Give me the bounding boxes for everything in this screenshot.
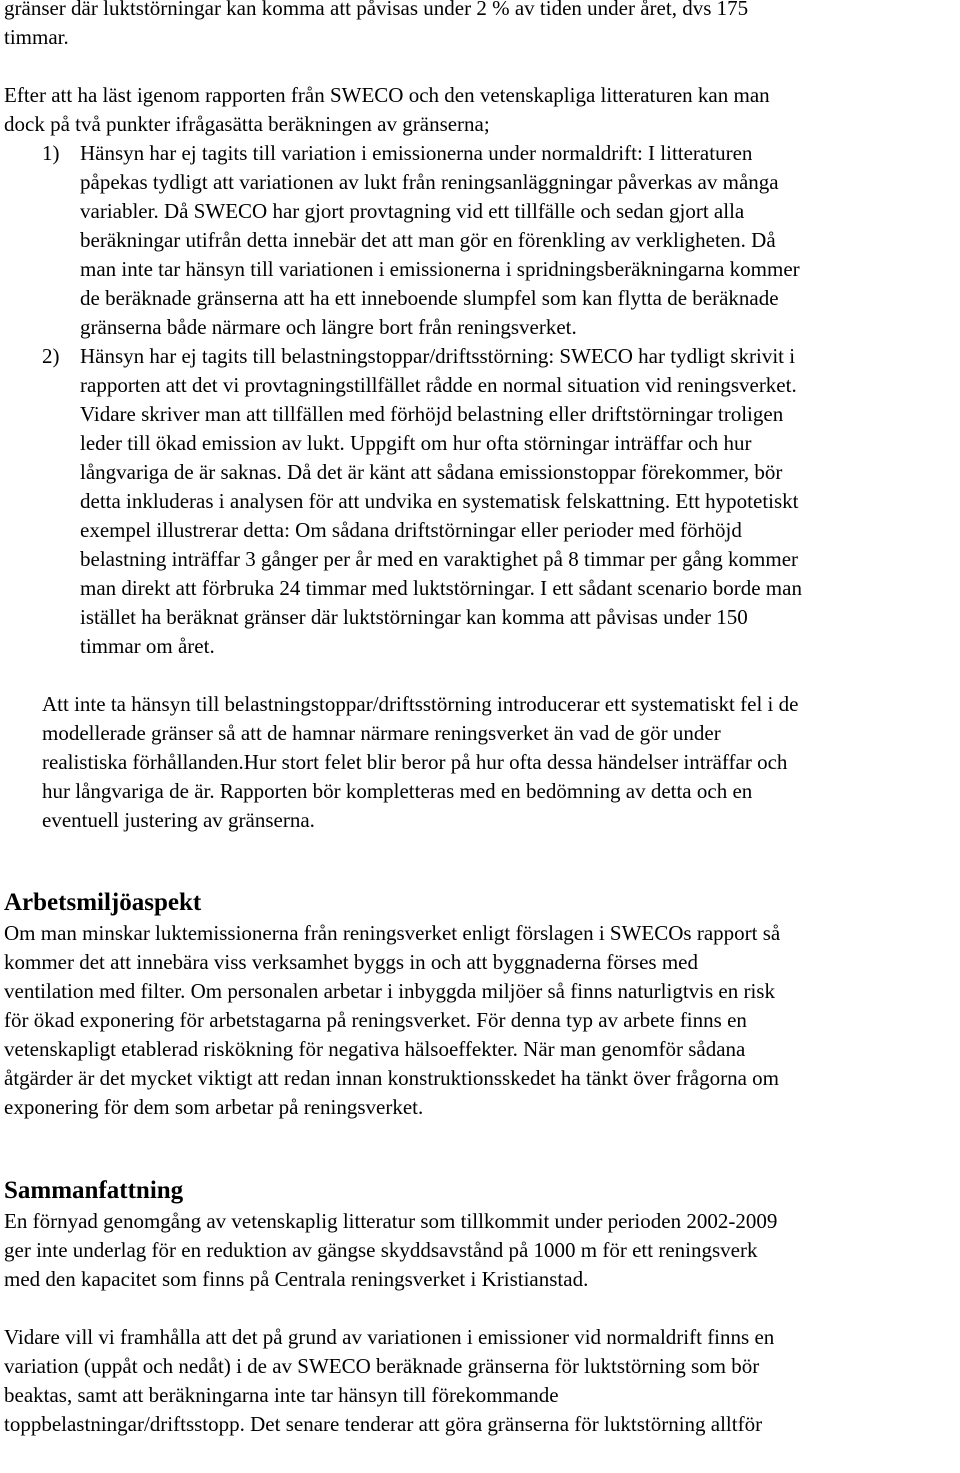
text-line: detta inkluderas i analysen för att undvika en systematisk felskattning. Ett hypotetiskt: [80, 489, 799, 513]
text-line: kommer det att innebära viss verksamhet byggs in och att byggnaderna förses med: [4, 950, 698, 974]
text-line: Att inte ta hänsyn till belastningstoppar/driftsstörning introducerar ett systematiskt fel i de: [42, 692, 799, 716]
text-line: ventilation med filter. Om personalen arbetar i inbyggda miljöer så finns naturligtvis en risk: [4, 979, 775, 1003]
list-item-1: [0, 139, 960, 342]
paragraph-4: [0, 1207, 960, 1294]
section-heading-sammanfattning: Sammanfattning: [4, 1177, 184, 1204]
text-line: åtgärder är det mycket viktigt att redan innan konstruktionsskedet ha tänkt över frågorna om: [4, 1066, 780, 1090]
text-line: Vidare vill vi framhålla att det på grund av variationen i emissioner vid normaldrift finns en: [4, 1325, 775, 1349]
paragraph-1: [0, 81, 960, 139]
paragraph-2: [0, 690, 960, 835]
list-number: 1): [42, 141, 60, 165]
text-line: med den kapacitet som finns på Centrala reningsverket i Kristianstad.: [4, 1267, 589, 1291]
text-line: gränserna både närmare och längre bort från reningsverket.: [80, 315, 577, 339]
text-line: de beräknade gränserna att ha ett inneboende slumpfel som kan flytta de beräknade: [80, 286, 779, 310]
text-line: rapporten att det vi provtagningstillfället rådde en normal situation vid reningsverket.: [80, 373, 797, 397]
text-line: eventuell justering av gränserna.: [42, 808, 315, 832]
text-line: En förnyad genomgång av vetenskaplig litteratur som tillkommit under perioden 2002-2009: [4, 1209, 778, 1233]
text-line: man inte tar hänsyn till variationen i emissionerna i spridningsberäkningarna kommer: [80, 257, 800, 281]
text-line: belastning inträffar 3 gånger per år med en varaktighet på 8 timmar per gång kommer: [80, 547, 799, 571]
paragraph-5: [0, 1323, 960, 1439]
text-line: realistiska förhållanden.Hur stort felet blir beror på hur ofta dessa händelser inträffar och: [42, 750, 788, 774]
text-line: Efter att ha läst igenom rapporten från SWECO och den vetenskapliga litteraturen kan man: [4, 83, 770, 107]
text-line: timmar om året.: [80, 634, 215, 658]
text-line: variation (uppåt och nedåt) i de av SWECO beräknade gränserna för luktstörning som bör: [4, 1354, 760, 1378]
text-line: exempel illustrerar detta: Om sådana driftstörningar eller perioder med förhöjd: [80, 518, 742, 542]
text-line: toppbelastningar/driftsstopp. Det senare tenderar att göra gränserna för luktstörning alltför: [4, 1412, 763, 1436]
text-line: exponering för dem som arbetar på reningsverket.: [4, 1095, 424, 1119]
text-line: långvariga de är saknas. Då det är känt att sådana emissionstoppar förekommer, bör: [80, 460, 783, 484]
text-line: vetenskapligt etablerad riskökning för negativa hälsoeffekter. När man genomför sådana: [4, 1037, 746, 1061]
numbered-list: [0, 139, 960, 661]
text-line: gränser där luktstörningar kan komma att påvisas under 2 % av tiden under året, dvs 175: [4, 0, 749, 20]
text-line: man direkt att förbruka 24 timmar med luktstörningar. I ett sådant scenario borde man: [80, 576, 802, 600]
text-line: för ökad exponering för arbetstagarna på reningsverket. För denna typ av arbete finns en: [4, 1008, 747, 1032]
text-line: ger inte underlag för en reduktion av gängse skyddsavstånd på 1000 m för ett reningsverk: [4, 1238, 758, 1262]
text-line: beräkningar utifrån detta innebär det att man gör en förenkling av verkligheten. Då: [80, 228, 776, 252]
text-line: variabler. Då SWECO har gjort provtagning vid ett tillfälle och sedan gjort alla: [80, 199, 745, 223]
text-line: påpekas tydligt att variationen av lukt från reningsanläggningar påverkas av många: [80, 170, 779, 194]
text-line: beaktas, samt att beräkningarna inte tar hänsyn till förekommande: [4, 1383, 559, 1407]
text-line: timmar.: [4, 25, 69, 49]
list-number: 2): [42, 344, 60, 368]
text-line: Vidare skriver man att tillfällen med förhöjd belastning eller driftstörningar troligen: [80, 402, 784, 426]
list-item-2: [0, 342, 960, 661]
text-line: Hänsyn har ej tagits till variation i emissionerna under normaldrift: I litteraturen: [80, 141, 753, 165]
text-line: dock på två punkter ifrågasätta beräkningen av gränserna;: [4, 112, 490, 136]
text-line: modellerade gränser så att de hamnar närmare reningsverket än vad de gör under: [42, 721, 721, 745]
section-heading-arbetsmiljo: Arbetsmiljöaspekt: [4, 889, 202, 916]
text-line: leder till ökad emission av lukt. Uppgift om hur ofta störningar inträffar och hur: [80, 431, 752, 455]
paragraph-3: [0, 919, 960, 1122]
text-line: hur långvariga de är. Rapporten bör kompletteras med en bedömning av detta och en: [42, 779, 753, 803]
text-line: Hänsyn har ej tagits till belastningstoppar/driftsstörning: SWECO har tydligt skrivit i: [80, 344, 796, 368]
text-line: Om man minskar luktemissionerna från reningsverket enligt förslagen i SWECOs rapport så: [4, 921, 781, 945]
text-line: istället ha beräknat gränser där luktstörningar kan komma att påvisas under 150: [80, 605, 748, 629]
intro-paragraph: [0, 0, 960, 52]
